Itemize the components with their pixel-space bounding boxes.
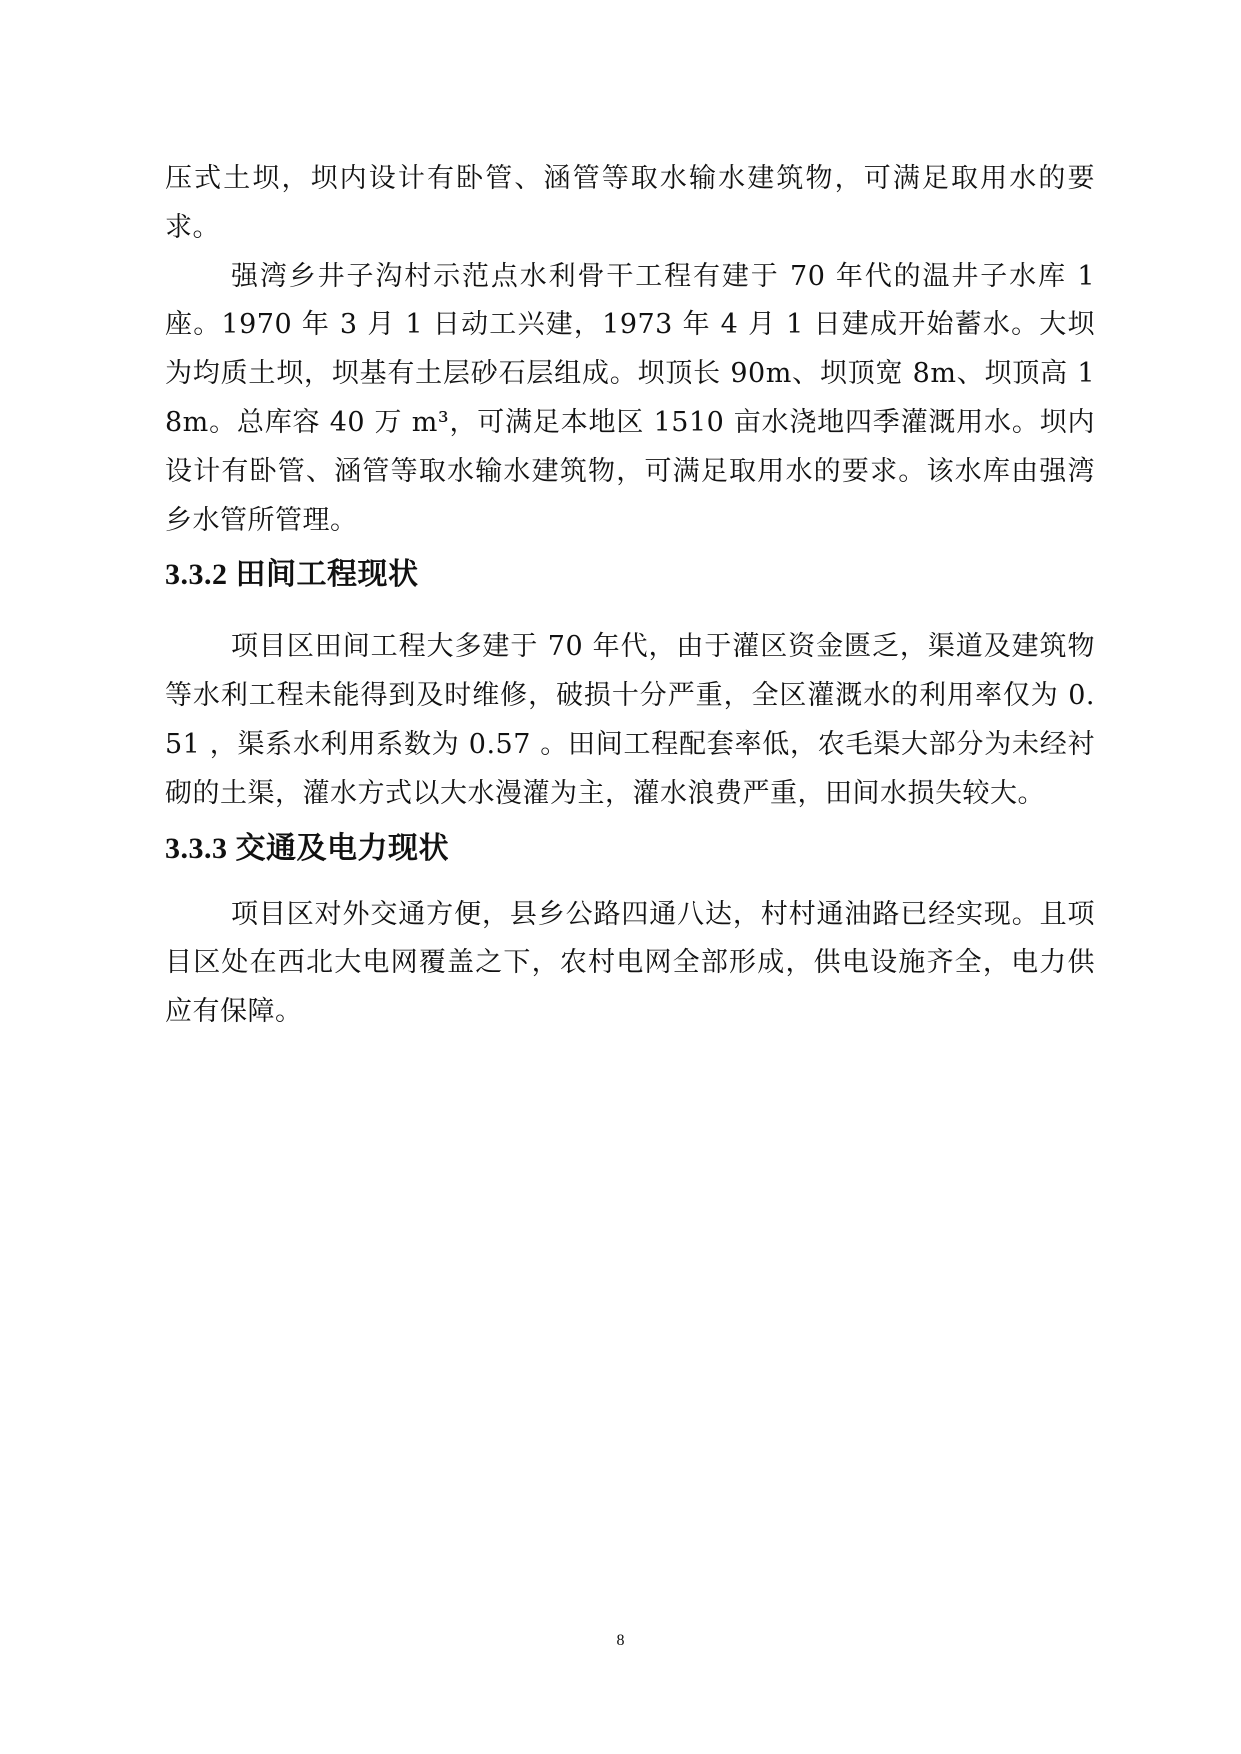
page-number: 8 (616, 1632, 625, 1649)
paragraph-continued: 压式土坝，坝内设计有卧管、涵管等取水输水建筑物，可满足取用水的要求。 (165, 163, 1095, 243)
document-body (165, 155, 1095, 1037)
paragraph-transport-power: 项目区对外交通方便，县乡公路四通八达，村村通油路已经实现。且项目区处在西北大电网覆盖之下，农村电网全部形成，供电设施齐全，电力供应有保障。 (165, 898, 1095, 1028)
section-heading-field-engineering: 3.3.2 田间工程现状 (165, 558, 419, 592)
paragraph-reservoir: 强湾乡井子沟村示范点水利骨干工程有建于 70 年代的温井子水库 1 座。1970 年 3 月 1 日动工兴建，1973 年 4 月 1 日建成开始蓄水。大坝为均质土坝，坝基有土层砂石层组成。坝顶长 90m、坝顶宽 8m、坝顶高 18m。总库容 40 万 m³，可满足本地区 1510 亩水浇地四季灌溉用水。坝内设计有卧管、涵管等取水输水建筑物，可满足取用水的要求。该水库由强湾乡水管所管理。 (165, 260, 1095, 536)
section-heading-transport-power: 3.3.3 交通及电力现状 (165, 831, 449, 865)
paragraph-field-engineering: 项目区田间工程大多建于 70 年代，由于灌区资金匮乏，渠道及建筑物等水利工程未能得到及时维修，破损十分严重，全区灌溉水的利用率仅为 0.51 ，渠系水利用系数为 0.57 。田间工程配套率低，农毛渠大部分为未经衬砌的土渠，灌水方式以大水漫灌为主，灌水浪费严重，田间水损失较大。 (165, 631, 1095, 809)
